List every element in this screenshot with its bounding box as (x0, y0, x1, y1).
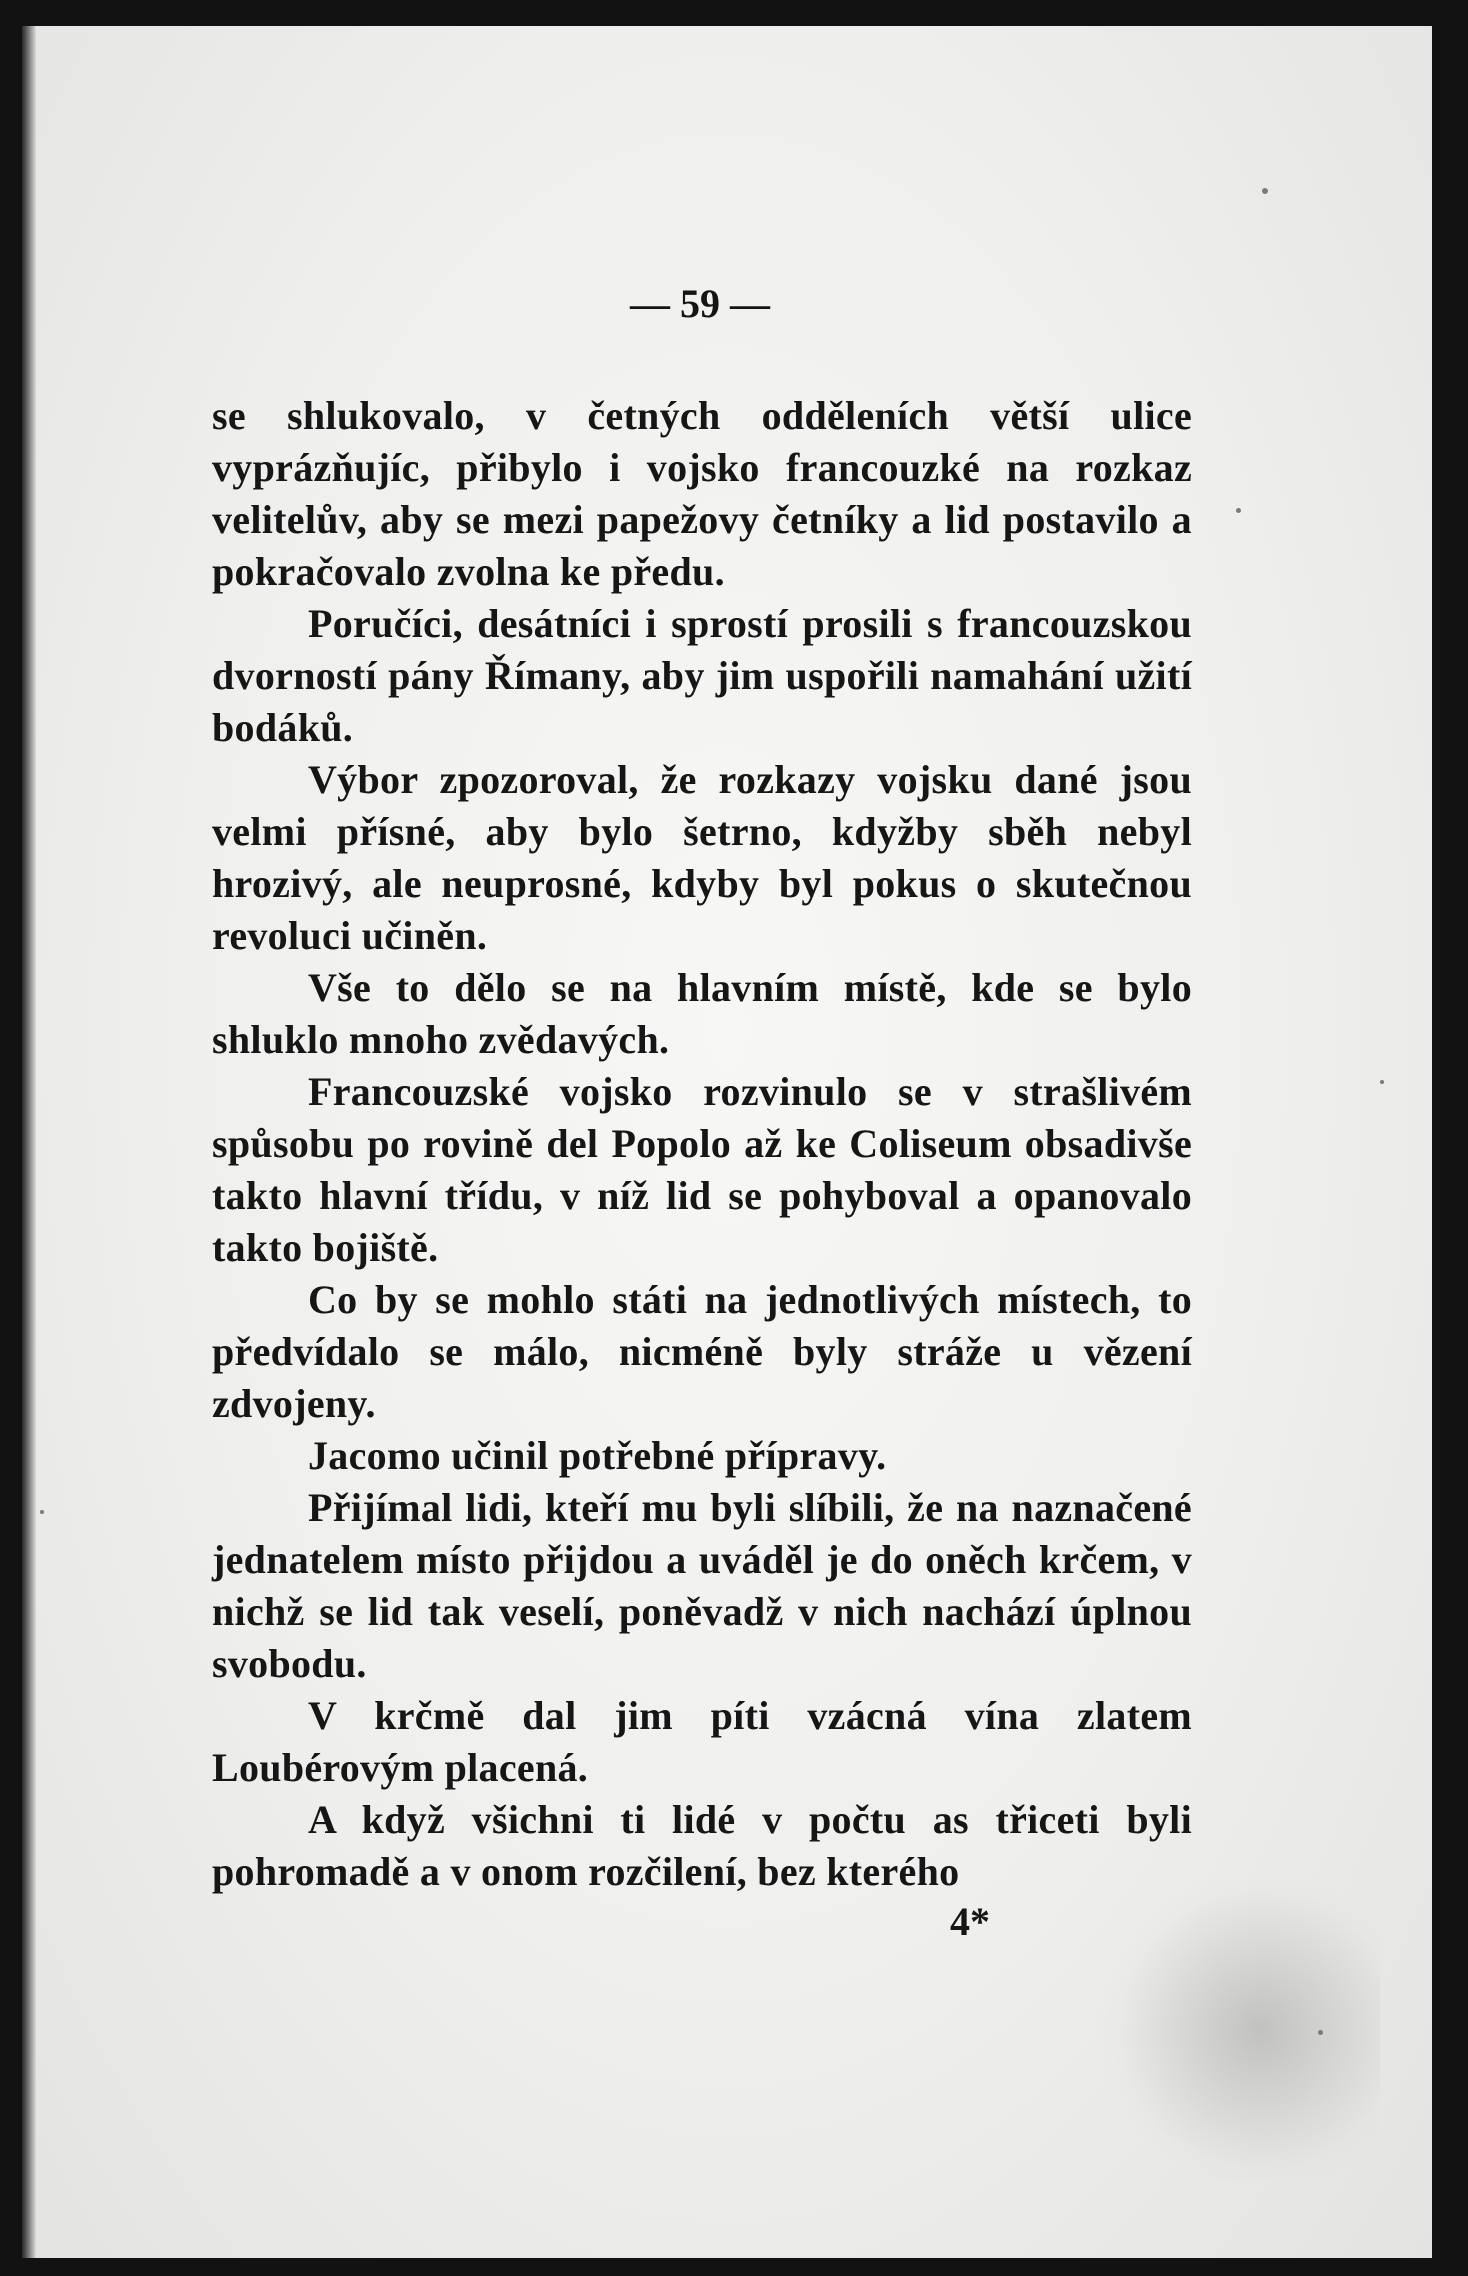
paragraph: se shlukovalo, v četných odděleních větší ulice vyprázňujíc, přibylo i vojsko francouzké na rozkaz velitelův, aby se mezi papežovy četníky a lid postavilo a pokračovalo zvolna ke předu. (212, 393, 1192, 594)
binding-gutter (22, 26, 36, 2258)
dust-speck (1262, 188, 1268, 194)
dust-speck (1318, 2030, 1323, 2035)
dust-speck (1236, 508, 1241, 513)
body-text (212, 390, 1192, 1898)
paragraph: Výbor zpozoroval, že rozkazy vojsku dané jsou velmi přísné, aby bylo šetrno, kdyžby sběh nebyl hrozivý, ale neuprosné, kdyby byl pokus o skutečnou revoluci učiněn. (212, 757, 1192, 958)
paragraph: Poručíci, desátníci i sprostí prosili s francouzskou dvorností pány Římany, aby jim uspořili namahání užití bodáků. (212, 601, 1192, 750)
dust-speck (1380, 1080, 1384, 1084)
paragraph: Vše to dělo se na hlavním místě, kde se bylo shluklo mnoho zvědavých. (212, 965, 1192, 1062)
page-number: — 59 — (630, 281, 770, 326)
paper-stain (1080, 1880, 1380, 2180)
paragraph: Co by se mohlo státi na jednotlivých místech, to předvídalo se málo, nicméně byly stráže u vězení zdvojeny. (212, 1277, 1192, 1426)
printer-signature-mark: 4* (950, 1899, 990, 1944)
dust-speck (40, 1510, 44, 1514)
paragraph: Jacomo učinil potřebné přípravy. (308, 1433, 887, 1478)
paragraph: A když všichni ti lidé v počtu as třiceti byli pohromadě a v onom rozčilení, bez kterého (212, 1797, 1192, 1894)
paragraph: Francouzské vojsko rozvinulo se v strašlivém spůsobu po rovině del Popolo až ke Coliseum obsadivše takto hlavní třídu, v níž lid se pohyboval a opanovalo takto bojiště. (212, 1069, 1192, 1270)
paragraph: Přijímal lidi, kteří mu byli slíbili, že na naznačené jednatelem místo přijdou a uváděl je do oněch krčem, v nichž se lid tak veselí, poněvadž v nich nachází úplnou svobodu. (212, 1485, 1192, 1686)
paragraph: V krčmě dal jim píti vzácná vína zlatem Loubérovým placená. (212, 1693, 1192, 1790)
